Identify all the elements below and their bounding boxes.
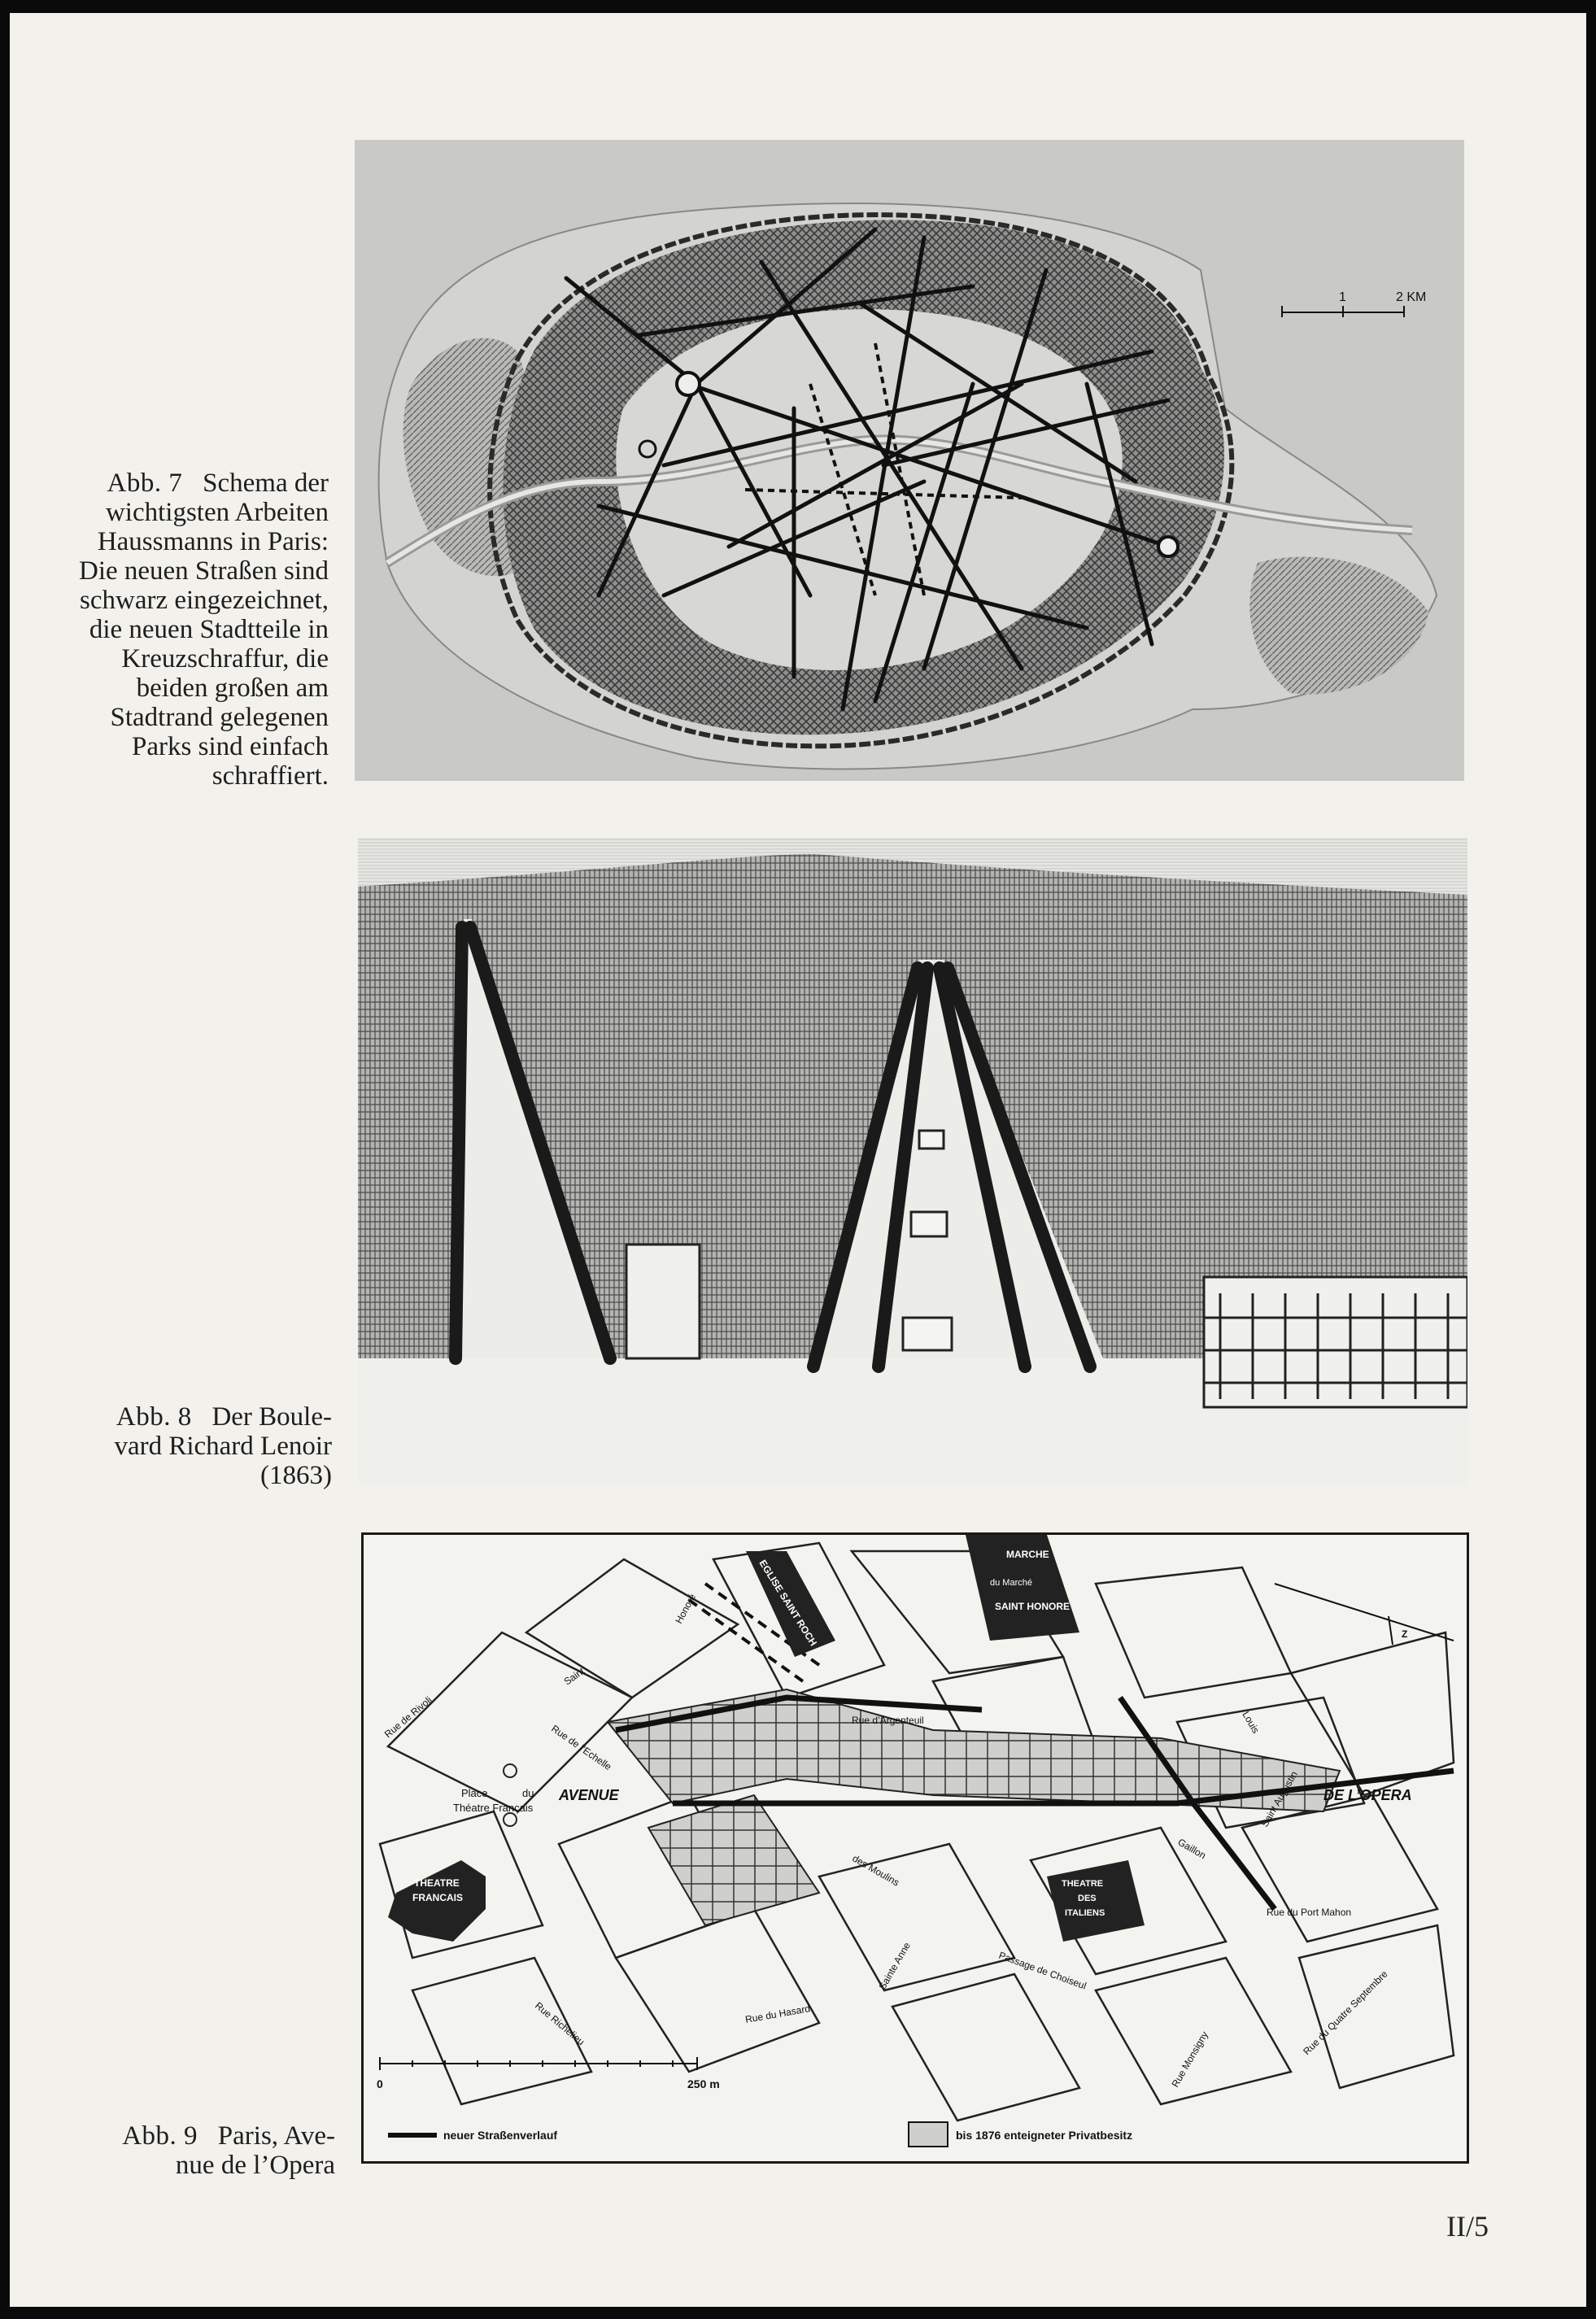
figure-7-caption-line-11: schraffiert.: [211, 761, 329, 791]
figure-7-paris-schema-map: [355, 140, 1464, 781]
document-page: [10, 13, 1586, 2307]
label-rue-argenteuil: Rue d’Argenteuil: [852, 1715, 924, 1726]
scale-label-0: 0: [377, 2077, 383, 2090]
figure-7-caption-line-6: die neuen Stadtteile in: [89, 615, 329, 644]
label-rue-honore: Honoré: [673, 1592, 699, 1626]
label-rue-moulins: des Moulins: [850, 1852, 901, 1889]
plan-scale-bar: [380, 2057, 697, 2070]
label-italiens-3: ITALIENS: [1065, 1908, 1105, 1918]
label-z: Z: [1402, 1628, 1408, 1640]
scale-label-250m: 250 m: [687, 2077, 720, 2090]
label-italiens-2: DES: [1078, 1894, 1097, 1903]
label-avenue: AVENUE: [559, 1787, 619, 1803]
label-rue-quatre-septembre: Rue du Quatre Septembre: [1301, 1968, 1390, 2058]
label-rue-richelieu: Rue Richelieu: [533, 1999, 587, 2048]
figure-7-caption-line-9: Stadtrand gelegenen: [110, 703, 329, 732]
scale-label-2km: 2 KM: [1396, 290, 1427, 304]
scale-label-1: 1: [1339, 290, 1346, 304]
figure-7-caption-line-2: wichtigsten Arbeiten: [105, 498, 329, 527]
street-blocks: [380, 1543, 1454, 2121]
legend-box-symbol: [909, 2122, 948, 2147]
legend-new-streets: neuer Straßenverlauf: [443, 2129, 558, 2142]
figure-7-caption-line-3: Haussmanns in Paris:: [97, 527, 329, 556]
legend-expropriated: bis 1876 enteigneter Privatbesitz: [956, 2129, 1133, 2142]
figure-8-caption: [42, 1402, 332, 1490]
opera-plan-svg: [364, 1535, 1467, 2161]
label-rue-echelle: Rue de l’Echelle: [549, 1722, 614, 1773]
figure-7-caption-line-5: schwarz eingezeichnet,: [80, 586, 329, 615]
label-place: Place: [461, 1787, 488, 1799]
figure-7-caption-line-10: Parks sind einfach: [132, 732, 329, 761]
page-number: II/5: [1446, 2210, 1489, 2243]
map-scale-bar: [1282, 306, 1404, 317]
figure-8-caption-line-1: Abb. 8 Der Boule-: [116, 1402, 332, 1432]
figure-9-caption-line-1: Abb. 9 Paris, Ave-: [122, 2121, 335, 2151]
label-rue-louis: Louis: [1240, 1709, 1262, 1736]
label-rue-rivoli: Rue de Rivoli: [382, 1693, 434, 1741]
label-rue-saint: Saint: [561, 1665, 587, 1688]
figure-7-caption-line-4: Die neuen Straßen sind: [78, 556, 329, 586]
label-marche-1: MARCHE: [1006, 1549, 1049, 1560]
figure-8-caption-line-2: vard Richard Lenoir: [114, 1432, 332, 1461]
label-marche-2: du Marché: [990, 1578, 1032, 1588]
place-fountain-2: [504, 1813, 517, 1826]
label-rue-monsigny: Rue Monsigny: [1169, 2029, 1210, 2090]
label-eglise-saint-roch: EGLISE SAINT ROCH: [757, 1558, 819, 1649]
right-buildings: [1204, 1277, 1467, 1407]
place-de-l-etoile: [677, 373, 700, 395]
place-fountain-1: [504, 1764, 517, 1777]
figure-9-caption-line-2: nue de l’Opera: [175, 2151, 335, 2180]
figure-8-boulevard-engraving: [358, 838, 1467, 1485]
figure-9-caption: [42, 2121, 335, 2180]
label-de-lopera: DE L’OPERA: [1323, 1787, 1412, 1803]
figure-7-caption-line-8: beiden großen am: [136, 673, 329, 703]
label-rue-gaillon: Gaillon: [1175, 1836, 1208, 1862]
label-passage-choiseul: Passage de Choiseul: [996, 1949, 1088, 1992]
label-du: du: [522, 1787, 534, 1799]
left-building: [626, 1245, 700, 1358]
paris-schema-svg: [355, 140, 1464, 781]
figure-7-caption-line-1: Abb. 7 Schema der: [107, 469, 329, 498]
figure-7-caption-line-7: Kreuzschraffur, die: [121, 644, 329, 673]
label-rue-anne: Sainte Anne: [876, 1940, 913, 1992]
place-de-la-nation: [1158, 537, 1178, 556]
label-rue-hasard: Rue du Hasard: [744, 2003, 812, 2025]
label-theatre-place: Théatre Français: [453, 1802, 534, 1814]
label-italiens-1: THEATRE: [1062, 1879, 1104, 1889]
label-rue-augustin: Saint Augustin: [1258, 1769, 1300, 1829]
north-arrow: [1275, 1584, 1454, 1645]
label-theatre-francais-2: FRANCAIS: [412, 1892, 463, 1903]
figure-8-caption-line-3: (1863): [260, 1461, 332, 1490]
label-rue-port-mahon: Rue du Port Mahon: [1267, 1907, 1352, 1918]
label-marche-3: SAINT HONORE: [995, 1601, 1071, 1612]
boulevard-engraving-svg: [358, 838, 1467, 1485]
label-theatre-francais-1: THEATRE: [414, 1877, 460, 1889]
figure-9-avenue-opera-plan: [361, 1532, 1469, 2164]
figure-7-caption: [42, 469, 329, 791]
